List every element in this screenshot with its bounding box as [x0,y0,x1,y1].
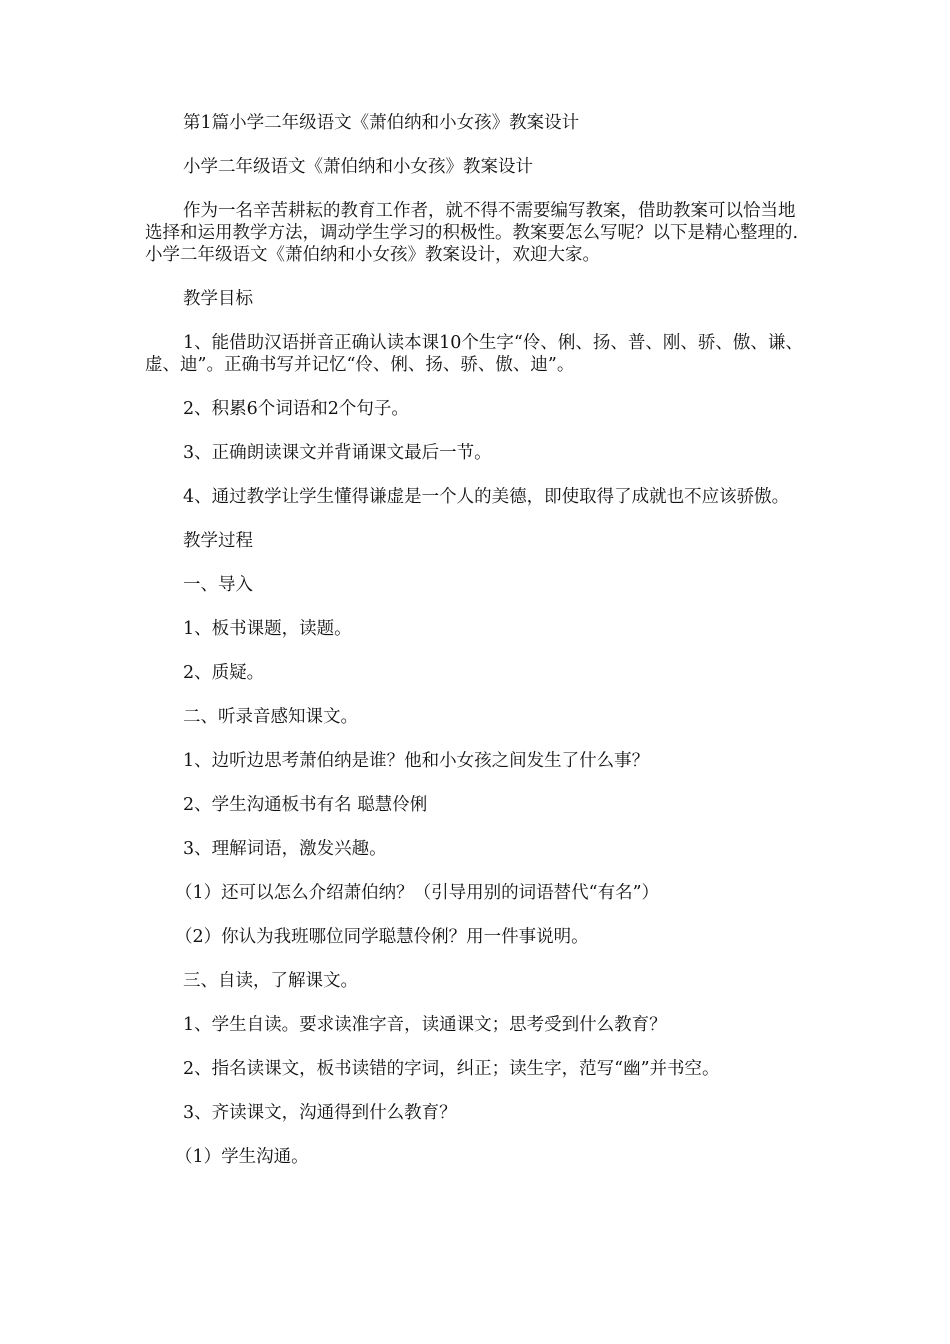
intro-paragraph: 作为一名辛苦耕耘的教育工作者，就不得不需要编写教案，借助教案可以恰当地选择和运用教学方法，调动学生学习的积极性。教案要怎么写呢？以下是精心整理的.小学二年级语文《萧伯纳和小女孩》教案设计，欢迎大家。 [145,201,799,265]
process-subitem: （1）学生沟通。 [175,1147,309,1167]
goal-item: 4、通过教学让学生懂得谦虚是一个人的美德，即使取得了成就也不应该骄傲。 [183,487,790,507]
process-step-heading: 二、听录音感知课文。 [183,707,358,727]
goal-item: 3、正确朗读课文并背诵课文最后一节。 [183,443,492,463]
process-item: 2、质疑。 [183,663,265,683]
document-body [145,112,810,1190]
process-item: 1、边听边思考萧伯纳是谁？他和小女孩之间发生了什么事？ [183,751,650,771]
process-subitem: （1）还可以怎么介绍萧伯纳？（引导用别的词语替代“有名”） [175,883,660,903]
section-heading-process: 教学过程 [183,531,253,551]
process-step-heading: 一、导入 [183,575,253,595]
process-step-heading: 三、自读，了解课文。 [183,971,358,991]
process-item: 2、学生沟通板书有名 聪慧伶俐 [183,795,428,815]
process-item: 3、理解词语，激发兴趣。 [183,839,387,859]
process-item: 2、指名读课文，板书读错的字词，纠正；读生字，范写“幽”并书空。 [183,1059,720,1079]
goal-item: 2、积累6个词语和2个句子。 [183,399,409,419]
document-title: 第1篇小学二年级语文《萧伯纳和小女孩》教案设计 [183,113,580,133]
section-heading-goals: 教学目标 [183,289,253,309]
process-item: 3、齐读课文，沟通得到什么教育？ [183,1103,457,1123]
process-item: 1、板书课题，读题。 [183,619,352,639]
process-item: 1、学生自读。要求读准字音，读通课文；思考受到什么教育？ [183,1015,667,1035]
goal-item: 1、能借助汉语拼音正确认读本课10个生字“伶、俐、扬、普、刚、骄、傲、谦、虚、迪”。正确书写并记忆“伶、俐、扬、骄、傲、迪”。 [145,333,803,375]
process-subitem: （2）你认为我班哪位同学聪慧伶俐？用一件事说明。 [175,927,589,947]
document-subtitle: 小学二年级语文《萧伯纳和小女孩》教案设计 [183,157,533,177]
